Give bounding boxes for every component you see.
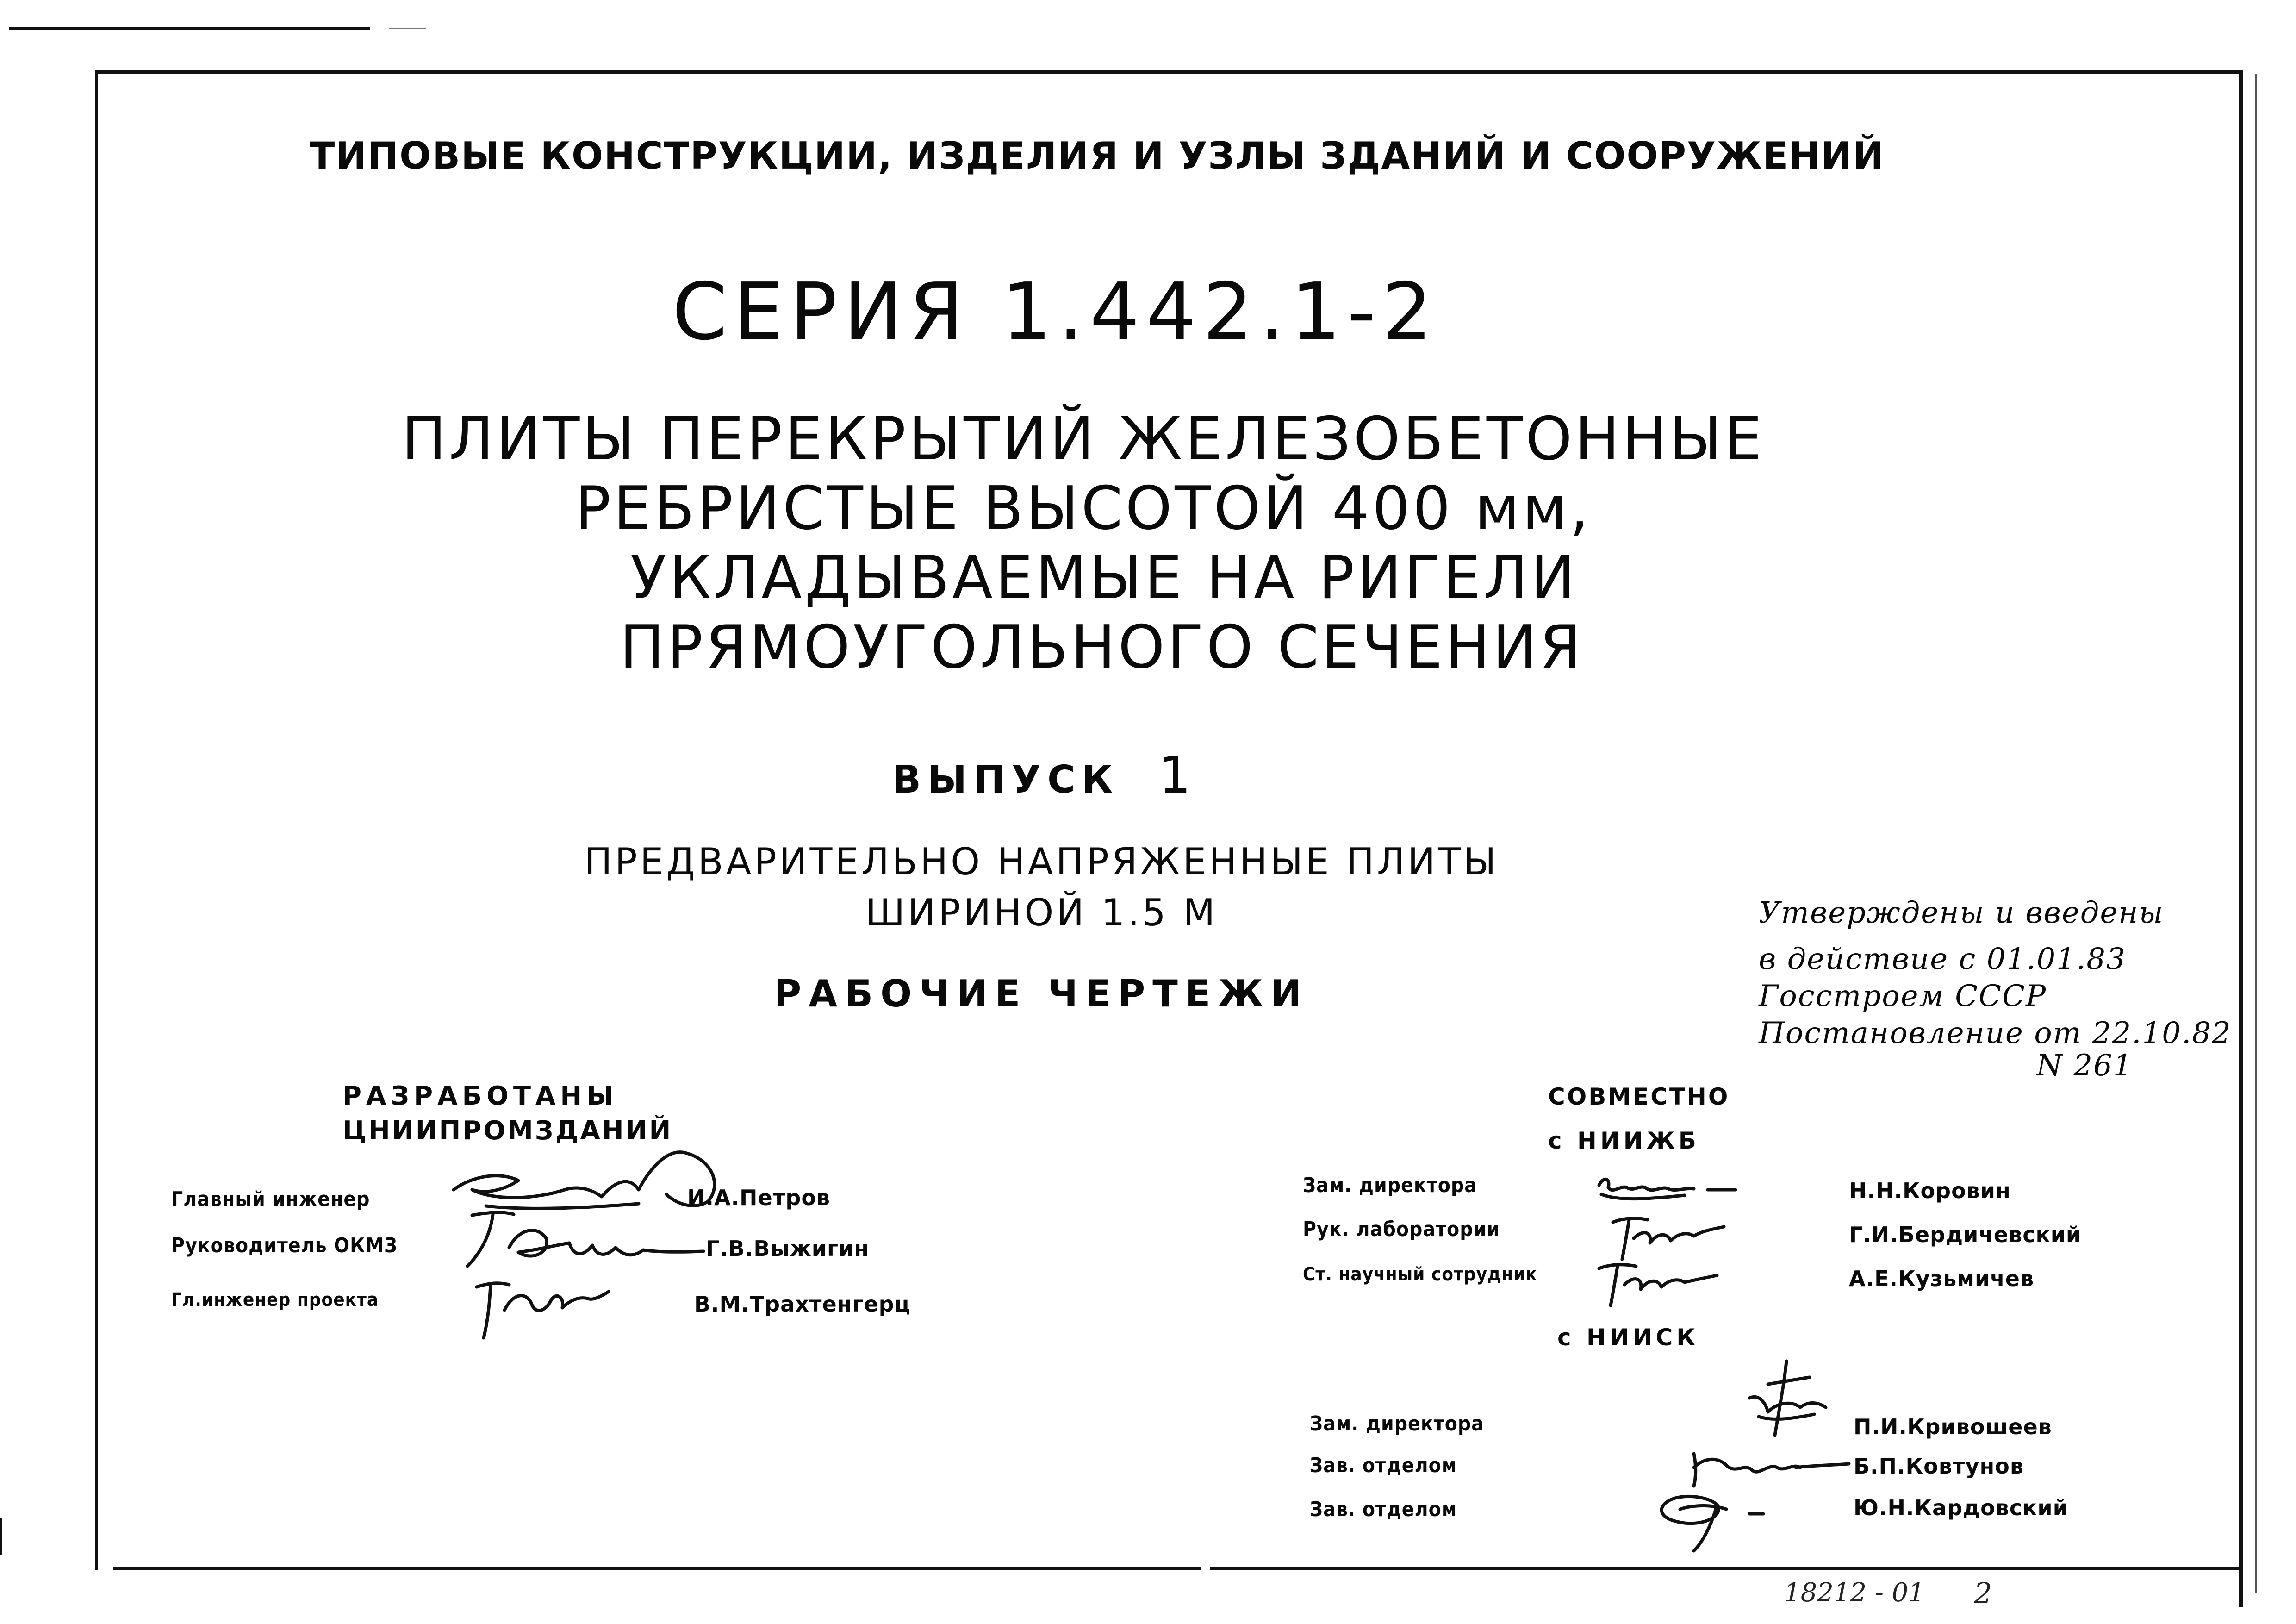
jointly-org-2: с НИИСК [1557,1324,1699,1351]
series-label: СЕРИЯ 1.442.1-2 [672,266,1439,358]
signature-kuzmichev [1592,1257,1722,1308]
collection-title: ТИПОВЫЕ КОНСТРУКЦИИ, ИЗДЕЛИЯ И УЗЛЫ ЗДАНИЙ И СООРУЖЕНИЙ [309,134,1885,177]
developer-name-2: Г.В.Выжигин [706,1236,870,1261]
developer-role-2: Руководитель ОКМЗ [171,1234,398,1257]
frame-bottom-right [1210,1567,2242,1570]
page-number: 2 [1974,1576,1992,1610]
top-edge-mark [9,27,370,30]
title-line-3: УКЛАДЫВАЕМЫЕ НА РИГЕЛИ [630,543,1578,612]
signature-korovin [1592,1167,1745,1208]
footer-ref: 18212 - 01 [1784,1578,1925,1608]
jointly-heading: СОВМЕСТНО [1548,1083,1730,1110]
subtitle-line-1: ПРЕДВАРИТЕЛЬНО НАПРЯЖЕННЫЕ ПЛИТЫ [584,840,1499,883]
frame-bottom-left [113,1567,1201,1570]
approval-line-2: в действие с 01.01.83 [1759,942,2126,976]
issue-label: ВЫПУСК [892,758,1120,802]
approval-line-5: N 261 [2036,1049,2133,1083]
frame-top [95,70,2242,74]
jointly-name-1-1: Н.Н.Коровин [1849,1178,2011,1203]
jointly-name-2-1: П.И.Кривошеев [1854,1414,2052,1439]
approval-line-3: Госстроем СССР [1759,979,2047,1013]
signature-krivosheev [1740,1356,1833,1449]
top-edge-mark-short [389,28,426,29]
issue-number: 1 [1158,745,1191,805]
jointly-name-2-3: Ю.Н.Кардовский [1854,1495,2068,1520]
jointly-role-1-3: Ст. научный сотрудник [1303,1264,1537,1285]
signature-kardovsky [1648,1477,1796,1555]
approval-line-4: Постановление от 22.10.82 [1759,1016,2232,1050]
issue-heading [0,745,2190,805]
subtitle-line-2: ШИРИНОЙ 1.5 М [865,891,1218,934]
developer-org: ЦНИИПРОМЗДАНИЙ [342,1116,673,1146]
developer-role-3: Гл.инженер проекта [171,1289,379,1311]
developer-role-1: Главный инженер [171,1187,370,1211]
jointly-name-2-2: Б.П.Ковтунов [1854,1454,2024,1479]
jointly-name-1-2: Г.И.Бердичевский [1849,1222,2082,1247]
left-edge-tick [0,1518,2,1555]
title-line-1: ПЛИТЫ ПЕРЕКРЫТИЙ ЖЕЛЕЗОБЕТОННЫЕ [401,405,1765,474]
approval-line-1: Утверждены и введены [1759,896,2164,930]
doc-type: РАБОЧИЕ ЧЕРТЕЖИ [774,972,1309,1015]
jointly-role-1-1: Зам. директора [1303,1174,1477,1197]
title-line-4: ПРЯМОУГОЛЬНОГО СЕЧЕНИЯ [620,613,1584,682]
frame-right-outer [2255,74,2257,1593]
developer-name-3: В.М.Трахтенгерц [694,1292,911,1317]
signature-trakhtengerts [463,1264,611,1343]
title-line-2: РЕБРИСТЫЕ ВЫСОТОЙ 400 мм, [575,474,1592,543]
signature-berdichevsky [1606,1211,1726,1262]
jointly-role-1-2: Рук. лаборатории [1303,1218,1500,1241]
jointly-org-1: с НИИЖБ [1548,1127,1700,1154]
developer-heading: РАЗРАБОТАНЫ [342,1081,618,1111]
jointly-role-2-1: Зам. директора [1310,1412,1484,1436]
frame-right [2239,70,2243,1607]
jointly-role-2-2: Зав. отделом [1310,1454,1457,1477]
jointly-name-1-3: А.Е.Кузьмичев [1849,1266,2035,1291]
jointly-role-2-3: Зав. отделом [1310,1498,1457,1521]
developer-name-1: И.А.Петров [687,1185,831,1210]
